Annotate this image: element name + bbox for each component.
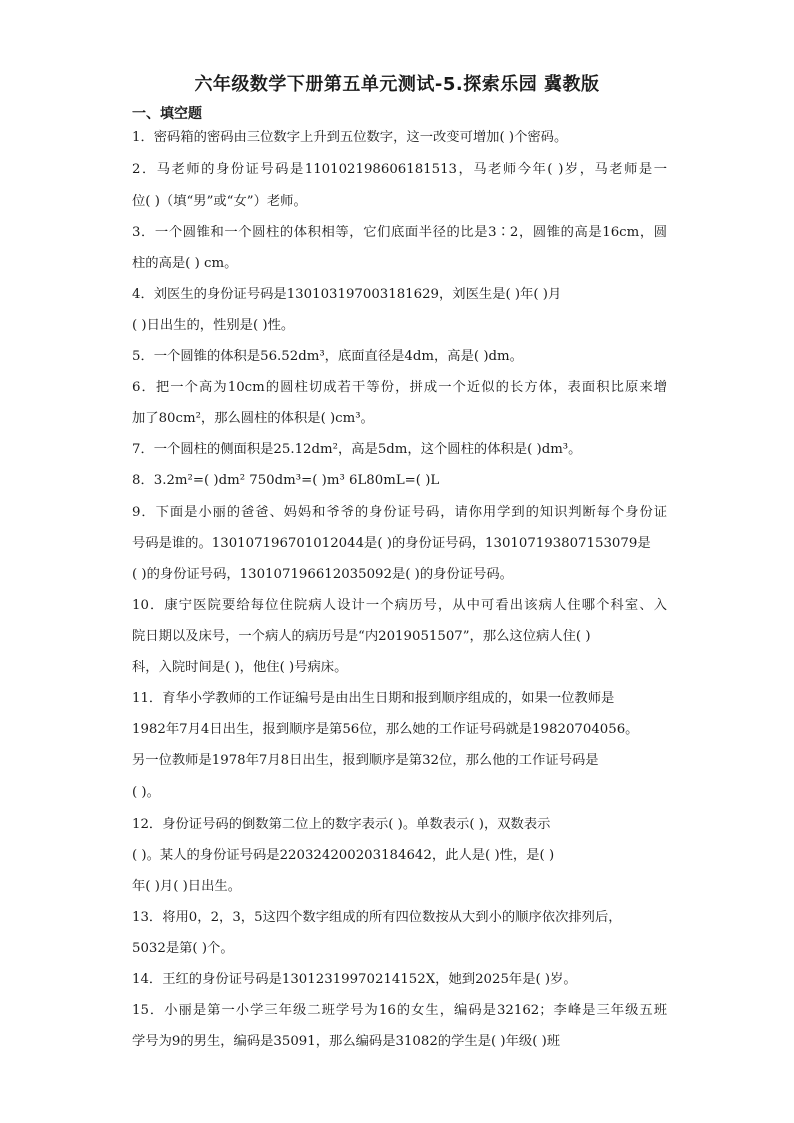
- question-line: ( )日出生的，性别是( )性。: [132, 318, 295, 333]
- question-line: 另一位教师是1978年7月8日出生，报到顺序是第32位，那么他的工作证号码是: [132, 753, 599, 768]
- question-line: 13．将用0，2，3，5这四个数字组成的所有四位数按从大到小的顺序依次排列后，: [132, 910, 622, 925]
- question-line: 3．一个圆锥和一个圆柱的体积相等，它们底面半径的比是3∶2，圆锥的高是16cm，圆: [132, 225, 667, 240]
- question-line: 柱的高是( ) cm。: [132, 256, 238, 271]
- question-line: 15．小丽是第一小学三年级二班学号为16的女生，编码是32162；李峰是三年级五班: [132, 1003, 667, 1018]
- question-line: 9．下面是小丽的爸爸、妈妈和爷爷的身份证号码，请你用学到的知识判断每个身份证: [132, 505, 667, 520]
- worksheet-title: 六年级数学下册第五单元测试-5.探索乐园 冀教版: [194, 74, 600, 95]
- section-heading: 一、填空题: [132, 106, 202, 122]
- question-line: ( )的身份证号码，130107196612035092是( )的身份证号码。: [132, 567, 513, 582]
- question-line: 1982年7月4日出生，报到顺序是第56位，那么她的工作证号码就是19820704056。: [132, 722, 639, 737]
- question-line: 5．一个圆锥的体积是56.52dm³，底面直径是4dm，高是( )dm。: [132, 349, 523, 364]
- question-line: 12．身份证号码的倒数第二位上的数字表示( )。单数表示( )，双数表示: [132, 817, 551, 832]
- question-line: 11．育华小学教师的工作证编号是由出生日期和报到顺序组成的，如果一位教师是: [132, 691, 615, 706]
- question-line: ( )。某人的身份证号码是220324200203184642，此人是( )性，是( ): [132, 848, 555, 863]
- question-line: 2．马老师的身份证号码是110102198606181513，马老师今年( )岁，马老师是一: [132, 162, 667, 177]
- question-line: 4．刘医生的身份证号码是130103197003181629，刘医生是( )年( )月: [132, 287, 562, 302]
- question-line: 5032是第( )个。: [132, 941, 234, 956]
- question-line: 7．一个圆柱的侧面积是25.12dm²，高是5dm，这个圆柱的体积是( )dm³。: [132, 442, 582, 457]
- question-line: 位( )（填“男”或“女”）老师。: [132, 194, 307, 209]
- question-line: 科，入院时间是( )，他住( )号病床。: [132, 660, 348, 675]
- question-line: 号码是谁的。130107196701012044是( )的身份证号码，130107193807153079是: [132, 536, 651, 551]
- question-line: ( )。: [132, 785, 160, 800]
- question-line: 8．3.2m²=( )dm² 750dm³=( )m³ 6L80mL=( )L: [132, 473, 440, 488]
- question-line: 6．把一个高为10cm的圆柱切成若干等份，拼成一个近似的长方体，表面积比原来增: [132, 380, 667, 395]
- question-line: 1．密码箱的密码由三位数字上升到五位数字，这一改变可增加( )个密码。: [132, 130, 568, 145]
- question-line: 院日期以及床号，一个病人的病历号是“内2019051507”，那么这位病人住( ): [132, 629, 591, 644]
- question-line: 10．康宁医院要给每位住院病人设计一个病历号，从中可看出该病人住哪个科室、入: [132, 598, 667, 613]
- question-line: 14．王红的身份证号码是13012319970214152X，她到2025年是( )岁。: [132, 972, 577, 987]
- question-line: 学号为9的男生，编码是35091，那么编码是31082的学生是( )年级( )班: [132, 1034, 561, 1049]
- question-line: 加了80cm²，那么圆柱的体积是( )cm³。: [132, 411, 374, 426]
- question-line: 年( )月( )日出生。: [132, 879, 241, 894]
